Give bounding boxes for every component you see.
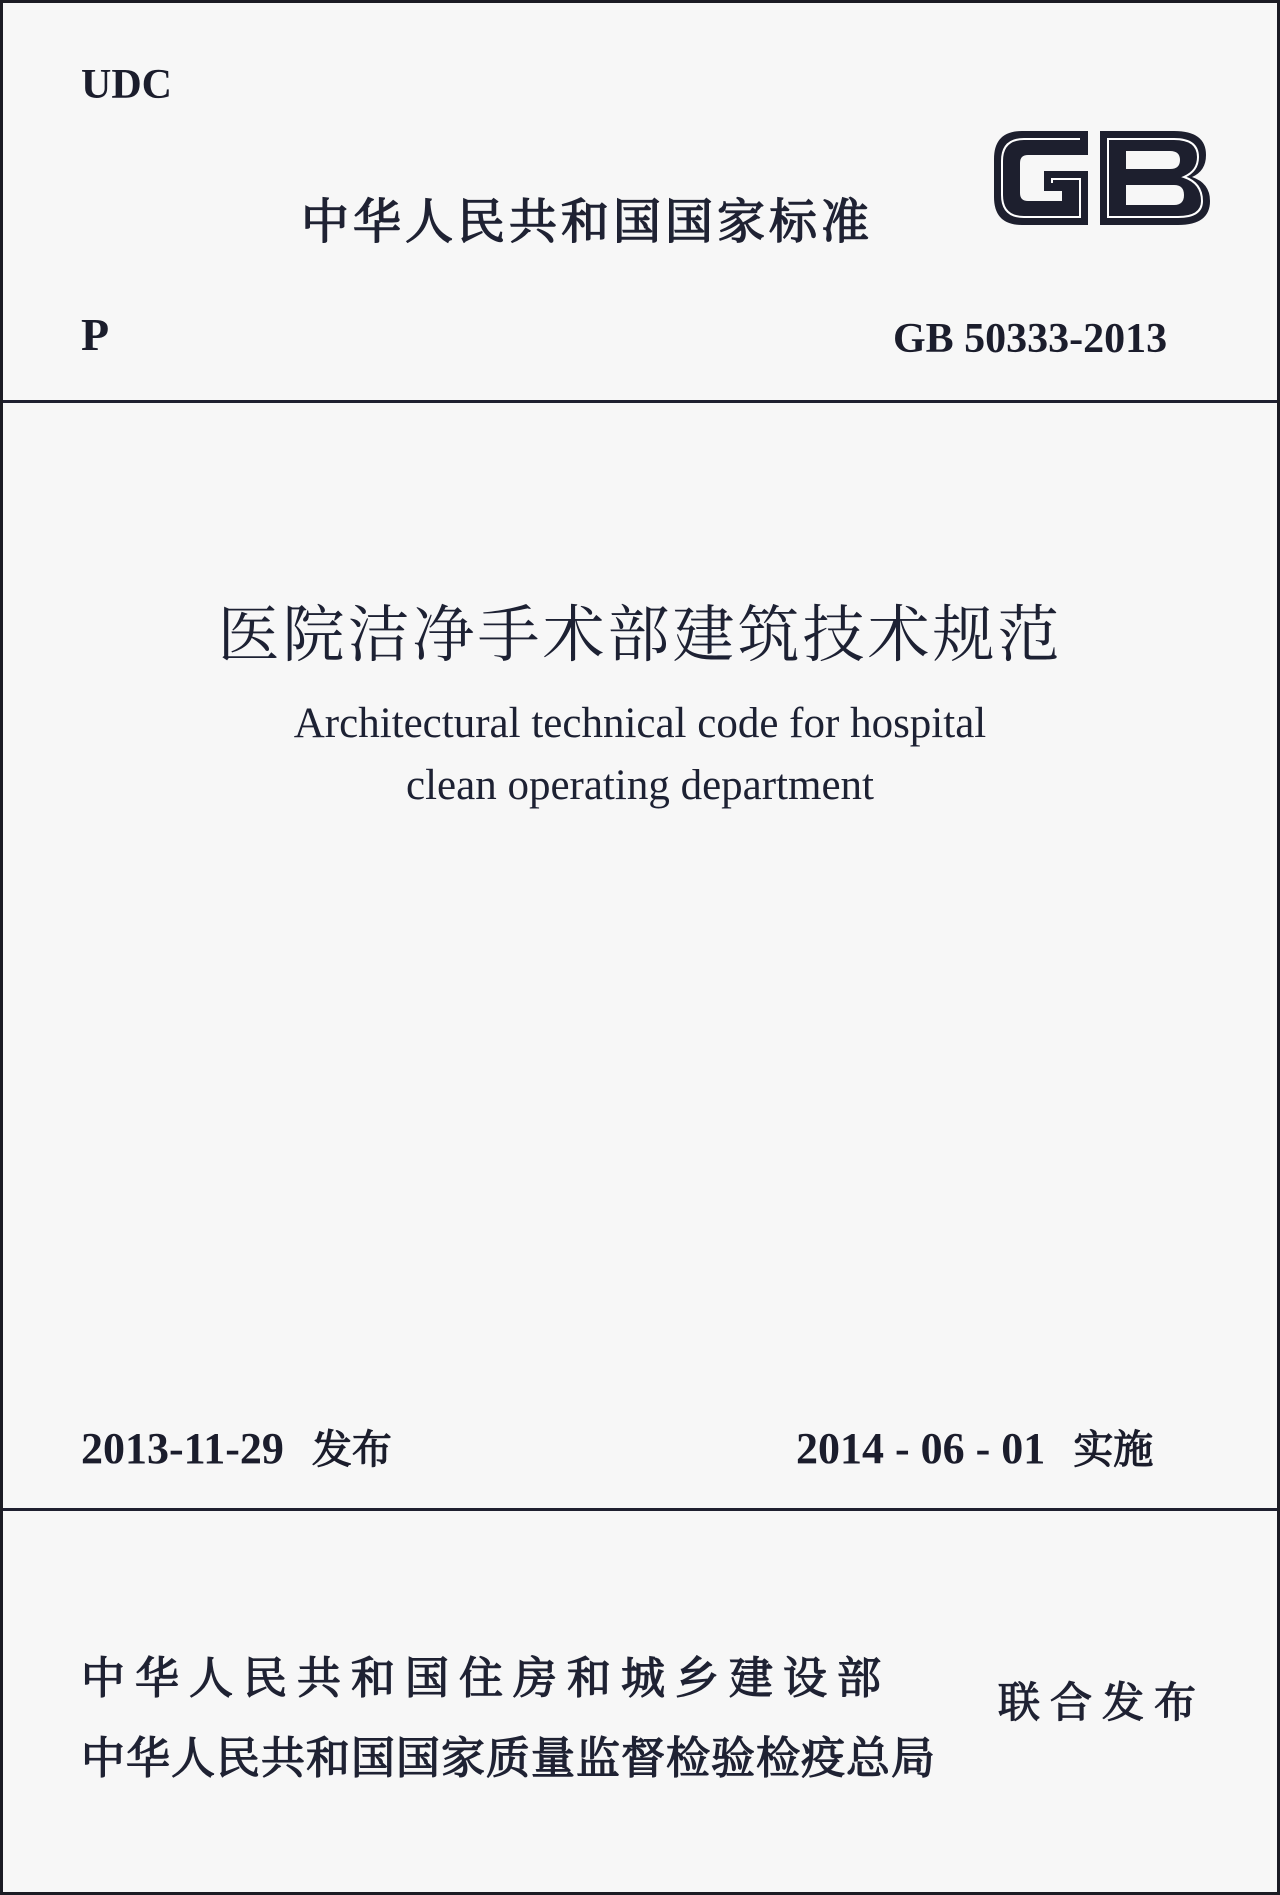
title-english-line-2: clean operating department xyxy=(405,762,874,809)
publish-label: 发布 xyxy=(311,1427,392,1473)
implement-date: 2014 - 06 - 01 xyxy=(796,1424,1046,1473)
category-code: P xyxy=(81,309,110,360)
issuer-2: 中华人民共和国国家质量监督检验检疫总局 xyxy=(81,1733,936,1784)
title-english xyxy=(3,693,1277,817)
header-divider xyxy=(3,400,1277,403)
issuers-block xyxy=(81,1639,936,1799)
publish-date: 2013-11-29 xyxy=(81,1424,284,1473)
issuer-1: 中华人民共和国住房和城乡建设部 xyxy=(81,1653,891,1704)
implement-date-block xyxy=(796,1418,1153,1475)
udc-label: UDC xyxy=(81,62,172,108)
publish-date-block xyxy=(81,1418,392,1475)
joint-publish-label: 联合发布 xyxy=(998,1678,1207,1727)
title-english-line-1: Architectural technical code for hospital xyxy=(293,700,987,747)
title-chinese: 医院洁净手术部建筑技术规范 xyxy=(217,598,1063,671)
implement-label: 实施 xyxy=(1073,1427,1154,1473)
standard-number: GB 50333-2013 xyxy=(893,316,1168,362)
footer-divider xyxy=(3,1508,1277,1511)
gb-logo-icon xyxy=(988,121,1216,235)
national-standard-heading: 中华人民共和国国家标准 xyxy=(301,194,874,250)
